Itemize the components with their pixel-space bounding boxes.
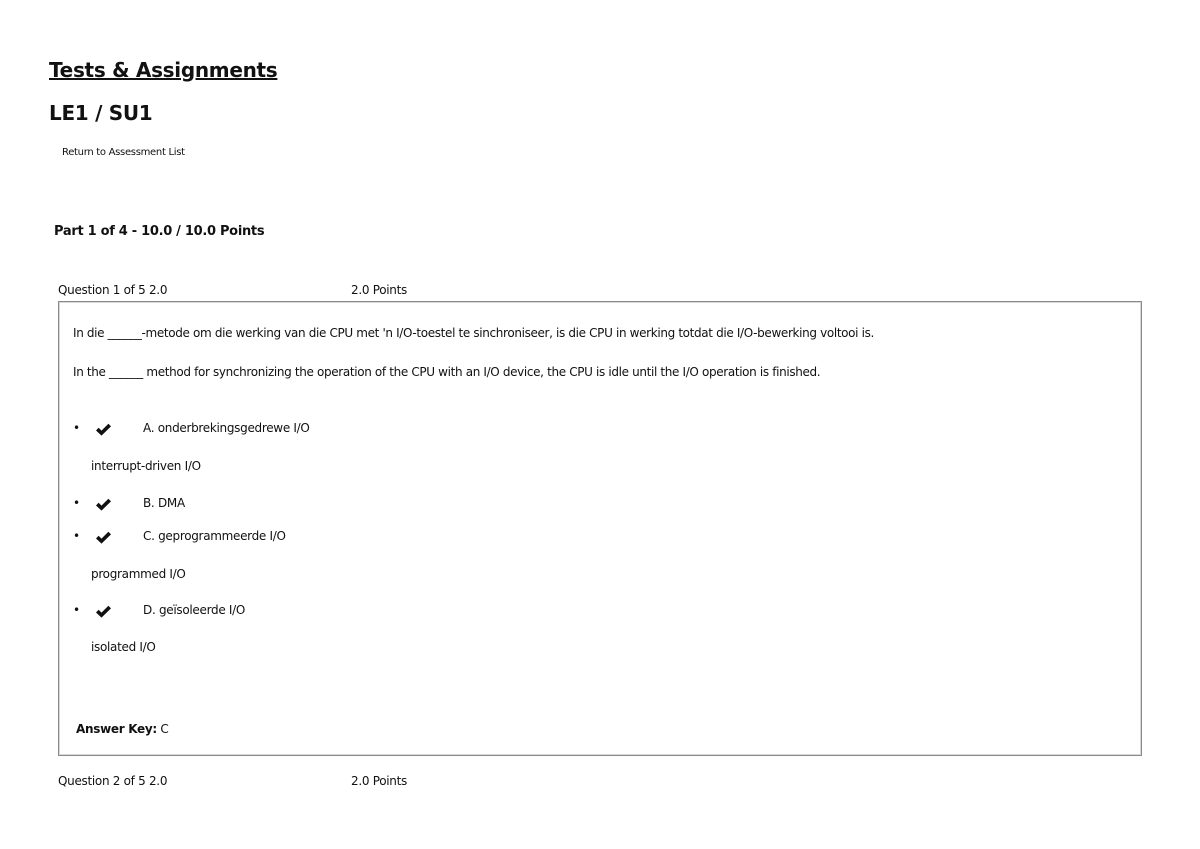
option-d-translation: isolated I/O xyxy=(91,640,156,654)
answer-key xyxy=(76,722,168,736)
option-label: B. DMA xyxy=(143,496,185,510)
bullet-icon: • xyxy=(73,603,80,617)
page-title: Tests & Assignments xyxy=(49,58,278,82)
check-icon xyxy=(95,423,112,436)
check-icon xyxy=(95,531,112,544)
check-icon xyxy=(95,605,112,618)
assessment-title: LE1 / SU1 xyxy=(49,101,153,125)
option-label: D. geïsoleerde I/O xyxy=(143,603,246,617)
question-label: Question 1 of 5 2.0 xyxy=(58,283,168,297)
bullet-icon: • xyxy=(73,496,80,510)
question-points: 2.0 Points xyxy=(351,283,407,297)
option-a-translation: interrupt-driven I/O xyxy=(91,459,201,473)
question-1-box xyxy=(58,301,1142,756)
question-text-english: In the ______ method for synchronizing the operation of the CPU with an I/O device, the CPU is idle until the I/O operation is finished. xyxy=(73,365,821,379)
question-label: Question 2 of 5 2.0 xyxy=(58,774,168,788)
question-points: 2.0 Points xyxy=(351,774,407,788)
question-text-afrikaans: In die ______-metode om die werking van die CPU met 'n I/O-toestel te sinchroniseer, is die CPU in werking totdat die I/O-bewerking voltooi is. xyxy=(73,326,874,340)
return-to-assessment-list-link[interactable]: Return to Assessment List xyxy=(62,147,185,158)
question-1-header xyxy=(58,283,1148,301)
part-heading: Part 1 of 4 - 10.0 / 10.0 Points xyxy=(54,224,265,239)
bullet-icon: • xyxy=(73,421,80,435)
option-label: C. geprogrammeerde I/O xyxy=(143,529,286,543)
option-label: A. onderbrekingsgedrewe I/O xyxy=(143,421,310,435)
check-icon xyxy=(95,498,112,511)
option-c-translation: programmed I/O xyxy=(91,567,186,581)
answer-key-value: C xyxy=(156,722,169,736)
answer-key-label: Answer Key: xyxy=(76,722,157,736)
bullet-icon: • xyxy=(73,529,80,543)
question-2-header xyxy=(58,774,1148,792)
